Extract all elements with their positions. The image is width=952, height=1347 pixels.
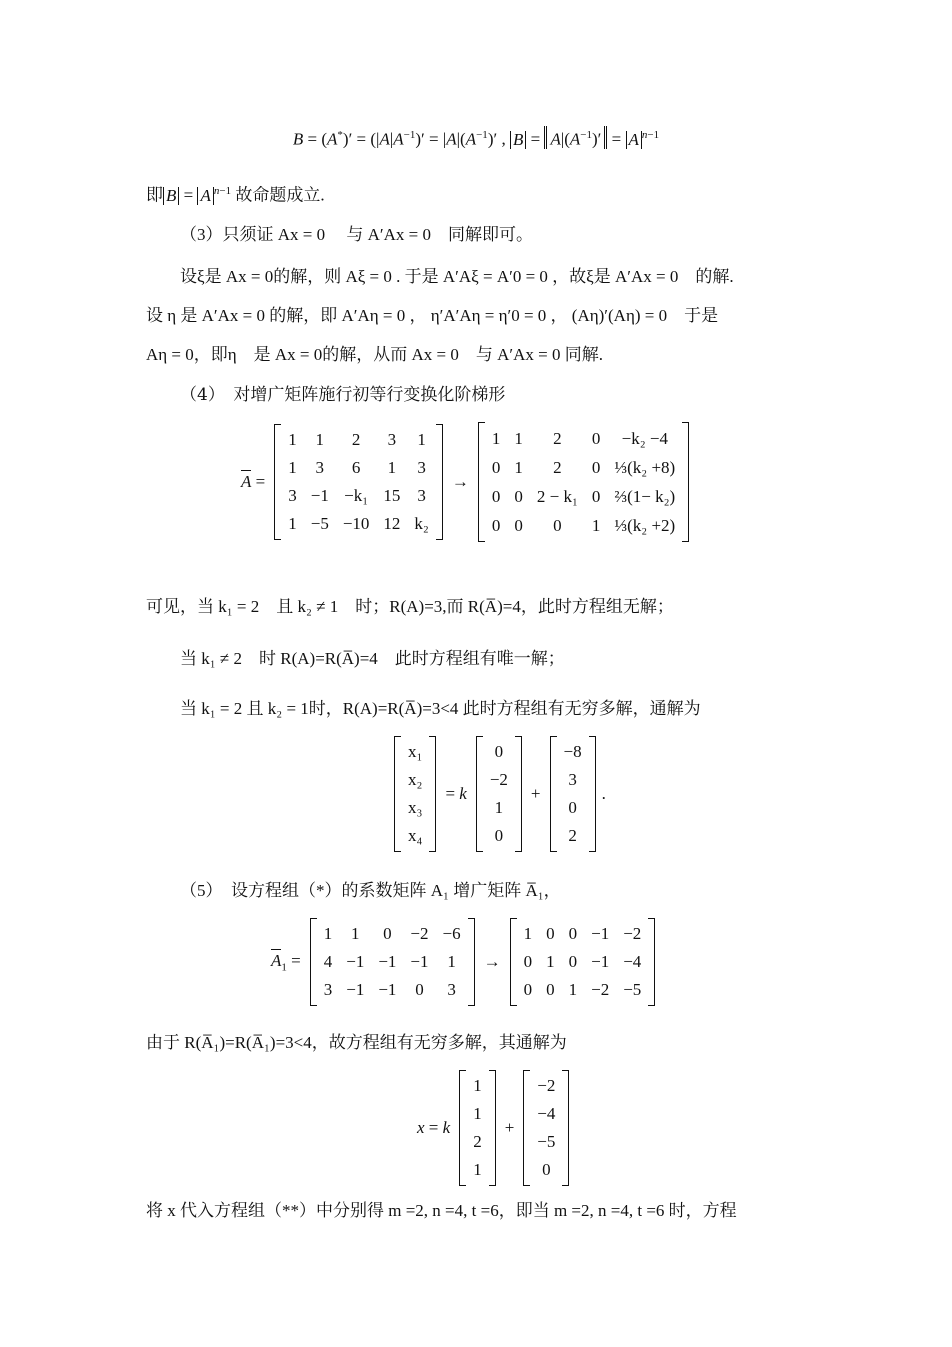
- matrix-cell: 3: [315, 458, 325, 477]
- matrix-cell: x₁: [408, 742, 423, 761]
- matrix-cell: 3: [323, 980, 333, 999]
- item-4-case-2: 当 k₁ ≠ 2 时 R(A)=R(A̅)=4 此时方程组有唯一解；: [180, 649, 565, 668]
- matrix-cell: −6: [442, 924, 461, 943]
- matrix-cell: 1: [473, 1076, 482, 1095]
- matrix-cell: −5: [537, 1132, 556, 1151]
- matrix-cell: −2: [489, 770, 508, 789]
- matrix-equation-4: A = 1 1 2 3 1 1 3 6 1 3 3 −1 −k₁ 15 3 1 −5 −10 12 k₂ → 1 1 2 0 −k₂ −4 0 1 2 0 ⅓(k₂ +8) 0 0 2 − k₁ 0 ⅔(1− k₂) 0 0 0 1 ⅓(k₂ +2): [238, 422, 695, 542]
- matrix-cell: −4: [623, 952, 642, 971]
- matrix-row: [530, 1128, 562, 1156]
- solution-vector-x: [394, 736, 436, 852]
- matrix-row: [401, 766, 429, 794]
- matrix-cell: 2: [553, 428, 562, 448]
- matrix-cell: 6: [351, 458, 361, 477]
- matrix-cell: −1: [378, 952, 397, 971]
- matrix-cell: −4: [537, 1104, 556, 1123]
- matrix-cell: 1: [473, 1104, 482, 1123]
- matrix-row: [485, 511, 682, 540]
- matrix-cell: 1: [591, 515, 601, 535]
- matrix-cell: ⅓(k₂ +2): [614, 515, 676, 535]
- matrix-cell: 0: [591, 428, 601, 448]
- matrix-row: [483, 794, 515, 822]
- matrix-cell: x₃: [408, 798, 423, 817]
- matrix-cell: 1: [323, 924, 333, 943]
- matrix-row: [485, 453, 682, 482]
- item-4-case-1: 可见，当 k₁ = 2 且 k₂ ≠ 1 时；R(A)=3,而 R(A̅)=4，此时方程组无解；: [146, 597, 674, 616]
- matrix-cell: 0: [568, 924, 578, 943]
- matrix-cell: 2 − k₁: [536, 486, 578, 506]
- matrix-row: [485, 424, 682, 453]
- matrix-cell: 3: [447, 980, 456, 999]
- matrix-cell: 3: [417, 458, 426, 477]
- matrix-cell: 1: [546, 952, 555, 971]
- matrix-row: [483, 822, 515, 850]
- matrix-cell: 0: [514, 515, 523, 535]
- matrix-row: [317, 976, 468, 1004]
- matrix-cell: ⅔(1− k₂): [614, 486, 676, 506]
- solution-vector-basis: [476, 736, 522, 852]
- matrix-cell: −1: [378, 980, 397, 999]
- matrix-cell: 1: [288, 458, 297, 477]
- matrix-row: [281, 510, 436, 538]
- matrix-cell: ⅓(k₂ +8): [614, 457, 676, 477]
- matrix-cell: −1: [591, 952, 610, 971]
- matrix-row: [517, 920, 649, 948]
- item-3-paragraph-2: 设 η 是 A′Ax = 0 的解，即 A′Aη = 0 ， η′A′Aη = η′0 = 0 ， (Aη)′(Aη) = 0 于是: [146, 306, 719, 325]
- solution5-particular: [523, 1070, 569, 1186]
- matrix-cell: 0: [591, 457, 601, 477]
- matrix-cell: −2: [591, 980, 610, 999]
- matrix-cell: 0: [383, 924, 392, 943]
- matrix-cell: 1: [288, 430, 297, 449]
- matrix-cell: 1: [417, 430, 426, 449]
- augmented-matrix-4: [274, 424, 443, 540]
- matrix-cell: 4: [323, 952, 333, 971]
- matrix-row: [401, 822, 429, 850]
- solution5-basis: [459, 1070, 496, 1186]
- matrix-cell: −8: [563, 742, 582, 761]
- matrix-cell: 0: [491, 457, 501, 477]
- matrix-cell: 0: [491, 515, 501, 535]
- matrix-cell: 3: [417, 486, 426, 505]
- matrix-row: [557, 794, 589, 822]
- echelon-matrix-5: [510, 918, 656, 1006]
- matrix-cell: x₂: [408, 770, 423, 789]
- echelon-matrix-4: [478, 422, 689, 542]
- augmented-matrix-5: [310, 918, 475, 1006]
- matrix-cell: 1: [473, 1160, 482, 1179]
- matrix-cell: −5: [310, 514, 329, 533]
- matrix-cell: −1: [591, 924, 610, 943]
- matrix-cell: 1: [494, 798, 504, 817]
- matrix-row: [557, 766, 589, 794]
- matrix-cell: 1: [514, 457, 523, 477]
- matrix-cell: 0: [523, 952, 533, 971]
- matrix-cell: 1: [351, 924, 360, 943]
- matrix-cell: −k₁: [344, 486, 369, 505]
- item-4-title: （4） 对增广矩阵施行初等行变换化阶梯形: [180, 385, 506, 405]
- matrix-cell: −1: [346, 952, 365, 971]
- matrix-row: [485, 482, 682, 511]
- matrix-row: [317, 948, 468, 976]
- matrix-cell: 0: [415, 980, 424, 999]
- item-3-paragraph-1: 设ξ是 Ax = 0的解，则 Aξ = 0 . 于是 A′Aξ = A′0 = 0 ，故ξ是 A′Ax = 0 的解.: [180, 267, 734, 286]
- solution-equation-5: x = k 1 1 2 1 + −2 −4 −5 0: [414, 1070, 575, 1186]
- matrix-row: [483, 738, 515, 766]
- matrix-cell: 0: [494, 742, 504, 761]
- matrix-row: [466, 1100, 489, 1128]
- matrix-cell: 0: [546, 924, 555, 943]
- matrix-row: [530, 1100, 562, 1128]
- matrix-cell: 1: [387, 458, 397, 477]
- matrix-cell: 2: [568, 826, 577, 845]
- solution-equation-4: x₁ x₂ x₃ x₄ = k 0 −2 1 0 + −8 3 0 2 .: [388, 736, 606, 852]
- matrix-cell: −10: [342, 514, 370, 533]
- matrix-cell: 0: [546, 980, 555, 999]
- matrix-cell: x₄: [408, 826, 423, 845]
- matrix-row: [557, 822, 589, 850]
- matrix-cell: 2: [351, 430, 361, 449]
- matrix-cell: 1: [514, 428, 523, 448]
- matrix-row: [530, 1156, 562, 1184]
- matrix-row: [281, 454, 436, 482]
- matrix-cell: 2: [553, 457, 562, 477]
- matrix-row: [517, 948, 649, 976]
- matrix-cell: 0: [494, 826, 504, 845]
- matrix-row: [401, 738, 429, 766]
- matrix-cell: −2: [410, 924, 429, 943]
- matrix-cell: 12: [383, 514, 401, 533]
- matrix-cell: 1: [315, 430, 325, 449]
- solution-vector-particular: [550, 736, 596, 852]
- matrix-row: [317, 920, 468, 948]
- matrix-cell: 2: [473, 1132, 482, 1151]
- matrix-cell: 15: [383, 486, 401, 505]
- matrix-cell: 1: [491, 428, 501, 448]
- matrix-row: [466, 1128, 489, 1156]
- matrix-cell: 0: [523, 980, 533, 999]
- matrix-cell: k₂: [414, 514, 429, 533]
- matrix-cell: 1: [568, 980, 578, 999]
- matrix-row: [530, 1072, 562, 1100]
- matrix-cell: −2: [623, 924, 642, 943]
- matrix-cell: −k₂ −4: [621, 428, 668, 448]
- matrix-cell: 0: [491, 486, 501, 506]
- matrix-cell: −5: [623, 980, 642, 999]
- equation-adjugate: $B = (A^*)' = (|A|A^{-1})' = |A|(A^{-1})'$ , $B = A|(A^{-1})' = A$ $^{n-1}$: [0, 124, 952, 151]
- matrix-row: [557, 738, 589, 766]
- matrix-row: [517, 976, 649, 1004]
- matrix-row: [281, 426, 436, 454]
- matrix-cell: 0: [553, 515, 562, 535]
- matrix-cell: 3: [568, 770, 577, 789]
- item-3-title: （3）只须证 Ax = 0 与 A′Ax = 0 同解即可。: [180, 225, 533, 244]
- matrix-row: [401, 794, 429, 822]
- item-5-title: （5） 设方程组（*）的系数矩阵 A₁ 增广矩阵 A̅₁，: [180, 881, 561, 900]
- item-3-paragraph-3: Aη = 0，即η 是 Ax = 0的解，从而 Ax = 0 与 A′Ax = 0 同解.: [146, 345, 603, 364]
- matrix-cell: 1: [288, 514, 297, 533]
- conclusion-line: 即 B = A $^{n-1}$ 故命题成立.: [146, 185, 325, 205]
- matrix-cell: 0: [568, 798, 577, 817]
- matrix-cell: −1: [346, 980, 365, 999]
- matrix-cell: 3: [387, 430, 397, 449]
- matrix-cell: −1: [310, 486, 329, 505]
- matrix-cell: 0: [542, 1160, 551, 1179]
- final-line: 将 x 代入方程组（**）中分别得 m =2, n =4, t =6，即当 m =2, n =4, t =6 时，方程: [146, 1201, 737, 1220]
- item-5-paragraph: 由于 R(A̅₁)=R(A̅₁)=3<4，故方程组有无穷多解，其通解为: [146, 1033, 567, 1052]
- item-4-case-3: 当 k₁ = 2 且 k₂ = 1时，R(A)=R(A̅)=3<4 此时方程组有无穷多解，通解为: [180, 699, 701, 718]
- matrix-equation-5: $A_1$ = 1 1 0 −2 −6 4 −1 −1 −1 1 3 −1 −1 0 3 → 1 0 0 −1 −2 0 1 0 −1 −4 0 0 1 −2 −5: [268, 918, 661, 1006]
- matrix-row: [483, 766, 515, 794]
- matrix-cell: −1: [410, 952, 429, 971]
- matrix-cell: 1: [447, 952, 456, 971]
- matrix-cell: 3: [288, 486, 297, 505]
- matrix-cell: 0: [591, 486, 601, 506]
- matrix-row: [466, 1156, 489, 1184]
- matrix-cell: 0: [568, 952, 578, 971]
- matrix-row: [466, 1072, 489, 1100]
- matrix-row: [281, 482, 436, 510]
- matrix-cell: 0: [514, 486, 523, 506]
- matrix-cell: −2: [537, 1076, 556, 1095]
- matrix-cell: 1: [523, 924, 533, 943]
